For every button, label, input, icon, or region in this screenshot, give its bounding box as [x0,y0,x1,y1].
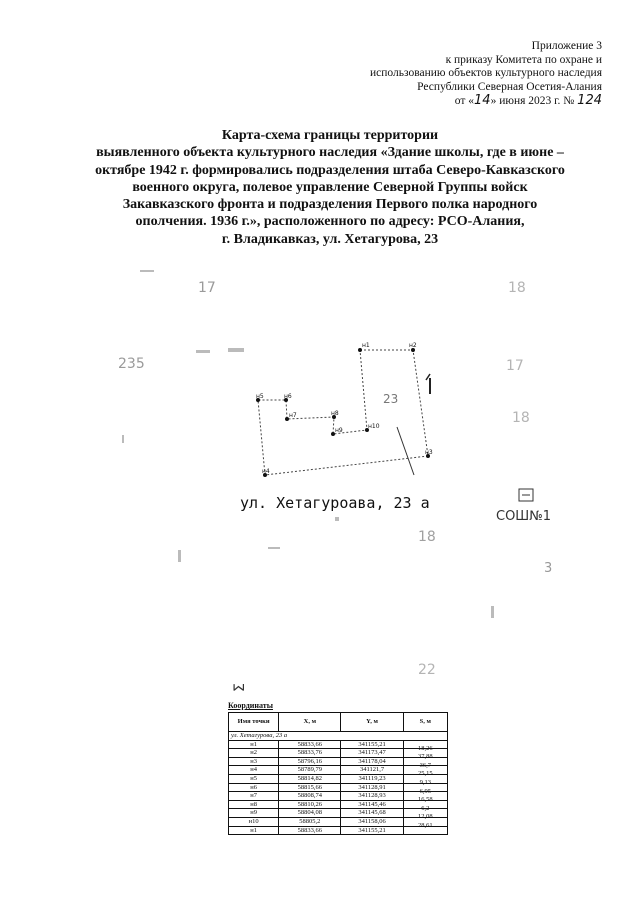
distance-cell [403,792,447,804]
x-cell: 58833,66 [279,826,341,835]
cadastral-map [0,270,640,700]
distance-cell [403,817,447,829]
street-label: ул. Хетагуроава, 23 а [240,494,430,512]
north-arrow-icon [426,374,430,394]
school-label: СОШ№1 [496,509,552,524]
appendix-line: Приложение 3 [531,40,602,52]
point-label: н8 [331,410,339,417]
parcel-number: 18 [512,410,530,426]
parcel-number: 17 [198,280,216,296]
title-line: выявленного объекта культурного наследия «Здание школы, где в июне – [96,145,564,161]
coordinates-table [228,712,448,835]
point-name-cell: н2 [229,749,279,758]
parcel-number: 235 [118,356,145,372]
table-row [229,800,448,809]
title-line: октябре 1942 г. формировались подразделения штаба Северо-Кавказского [95,162,565,178]
y-cell: 341128,93 [341,792,403,801]
table-row [229,792,448,801]
coordinates-title: Координаты [228,701,273,710]
parcel-number: 22 [418,662,436,678]
appendix-header [302,40,602,109]
point-name-cell: н7 [229,792,279,801]
appendix-line: Республики Северная Осетия-Алания [417,80,602,93]
header-s: S, м [403,713,447,732]
parcel-number: 17 [506,358,524,374]
distance-cell [403,809,447,821]
parcel-number: 18 [508,280,526,296]
title-line: Закавказского фронта и подразделения Первого полка народного [122,197,538,213]
distance-cell [403,800,447,812]
table-row [229,749,448,758]
scan-noise [122,270,494,618]
date-prefix: от « [454,95,475,107]
distance-value: 12,08 [418,813,433,821]
point-name-cell: н1 [229,826,279,835]
appendix-date-line [302,94,602,109]
coordinates-block [228,701,448,835]
y-cell: 341178,04 [341,757,403,766]
table-row [229,817,448,826]
object-address: ул. Хетагурова, 23 а [229,732,448,741]
y-cell: 341121,7 [341,766,403,775]
distance-cell [403,757,447,769]
y-cell: 341119,23 [341,774,403,783]
distance-value: 6,2 [421,804,430,812]
point-name-cell: н1 [229,740,279,749]
y-cell: 341158,06 [341,817,403,826]
title-line: Карта-схема границы территории [221,128,439,143]
point-label: н7 [289,412,297,419]
table-row [229,783,448,792]
x-cell: 58808,74 [279,792,341,801]
parcel-number: 3 [544,561,553,576]
distance-cell [403,826,447,835]
header-y: Y, м [341,713,403,732]
y-cell: 341128,91 [341,783,403,792]
appendix-line: использованию объектов культурного наследия [369,67,602,79]
date-day-handwritten: 14 [474,93,491,108]
y-cell: 341155,21 [341,740,403,749]
point-name-cell: н8 [229,800,279,809]
y-cell: 341145,46 [341,800,403,809]
y-cell: 341145,68 [341,809,403,818]
point-label: н1 [362,342,370,349]
distance-value: 9,13 [419,778,431,786]
x-cell: 58814,82 [279,774,341,783]
school-icon [519,489,533,501]
map-drawing [0,270,640,700]
table-row [229,766,448,775]
x-cell: 58810,26 [279,800,341,809]
leader-line [397,427,414,475]
title-line: ополчения. 1936 г.», расположенного по адресу: РСО-Алания, [135,214,525,230]
house-number: 23 [383,392,399,406]
table-row [229,809,448,818]
distance-value: 36,7 [419,761,431,769]
table-row [229,774,448,783]
header-x: X, м [279,713,341,732]
scan-mark: Σ [232,683,248,692]
point-label: н3 [425,449,433,456]
boundary-points [256,348,430,477]
point-name-cell: н9 [229,809,279,818]
title-line: г. Владикавказ, ул. Хетагурова, 23 [221,231,439,247]
point-label: н2 [409,342,417,349]
distance-value: 6,95 [419,787,431,795]
distance-cell [403,783,447,795]
point-name-cell: н5 [229,774,279,783]
x-cell: 58815,66 [279,783,341,792]
point-label: н6 [284,393,292,400]
x-cell: 58833,76 [279,749,341,758]
x-cell: 58833,66 [279,740,341,749]
point-name-cell: н6 [229,783,279,792]
point-label: н10 [368,423,380,430]
x-cell: 58805,2 [279,817,341,826]
distance-value: 18,26 [418,744,433,752]
point-label: н5 [256,393,264,400]
distance-value: 28,61 [418,821,433,829]
table-header-row [229,713,448,732]
distance-value: 16,58 [418,796,433,804]
distance-value: 25,15 [418,770,433,778]
x-cell: 58804,08 [279,809,341,818]
table-row [229,826,448,835]
coordinates-body [229,732,448,835]
parcel-number: 18 [418,529,436,545]
point-name-cell: н3 [229,757,279,766]
distance-cell [403,749,447,761]
order-number-handwritten: 124 [577,93,602,108]
appendix-line: к приказу Комитета по охране и [445,53,602,66]
object-row [229,732,448,741]
table-row [229,740,448,749]
date-middle: » июня 2023 г. № [490,95,575,107]
y-cell: 341173,47 [341,749,403,758]
distance-value: 37,88 [418,753,433,761]
distance-cell [403,766,447,778]
table-row [229,757,448,766]
document-title [60,127,600,248]
y-cell: 341155,21 [341,826,403,835]
point-name-cell: н10 [229,817,279,826]
header-point: Имя точки [229,713,279,732]
point-label: н9 [335,427,343,434]
distance-cell [403,774,447,786]
title-line: военного округа, полевое управление Северной Группы войск [132,179,528,195]
point-name-cell: н4 [229,766,279,775]
point-label: н4 [262,468,270,475]
distance-cell [403,740,447,752]
x-cell: 58789,79 [279,766,341,775]
building-outline [258,350,428,475]
x-cell: 58796,16 [279,757,341,766]
